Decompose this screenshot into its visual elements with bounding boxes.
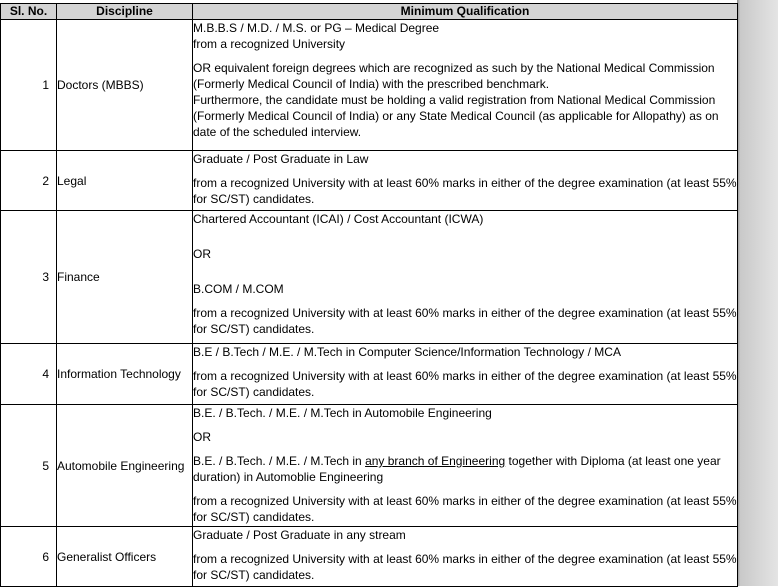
qualification-line: from a recognized University with at least 60% marks in either of the degree examination (at least 55% for SC/ST) candidates. <box>193 176 737 206</box>
qualification-line: from a recognized University <box>193 37 346 51</box>
table-row <box>1 20 738 151</box>
row-qualification <box>193 151 738 211</box>
row-number: 2 <box>1 151 57 211</box>
row-discipline: Information Technology <box>57 344 193 405</box>
qualification-line: from a recognized University with at least 60% marks in either of the degree examination (at least 55% for SC/ST) candidates. <box>193 306 737 336</box>
table-row <box>1 344 738 405</box>
qualification-line: B.E / B.Tech / M.E. / M.Tech in Computer Science/Information Technology / MCA <box>193 345 621 359</box>
row-qualification <box>193 344 738 405</box>
row-discipline: Generalist Officers <box>57 527 193 587</box>
row-number: 3 <box>1 211 57 344</box>
qualification-line: B.COM / M.COM <box>193 282 284 296</box>
qualification-line <box>193 453 737 485</box>
row-number: 6 <box>1 527 57 587</box>
row-qualification <box>193 20 738 151</box>
qualification-table <box>0 3 738 587</box>
header-sl-no: Sl. No. <box>1 4 57 20</box>
qualification-line: from a recognized University with at least 60% marks in either of the degree examination (at least 55% for SC/ST) candidates. <box>193 369 737 399</box>
table-row <box>1 527 738 587</box>
qualification-line: OR equivalent foreign degrees which are recognized as such by the National Medical Commission (Formerly Medical Council of India) with the prescribed benchmark. <box>193 61 715 91</box>
row-discipline: Finance <box>57 211 193 344</box>
table-row <box>1 151 738 211</box>
qualification-line: from a recognized University with at least 60% marks in either of the degree examination (at least 55% for SC/ST) candidates. <box>193 494 737 524</box>
viewer-side-shade <box>737 0 778 586</box>
header-discipline: Discipline <box>57 4 193 20</box>
table-header-row <box>1 4 738 20</box>
qualification-text: B.E. / B.Tech. / M.E. / M.Tech in <box>193 454 366 468</box>
qualification-text: together with Diploma (at least one year duration) in Automoblie Engineering <box>193 454 721 484</box>
qualification-line: OR <box>193 430 211 444</box>
row-discipline: Legal <box>57 151 193 211</box>
row-discipline: Automobile Engineering <box>57 405 193 527</box>
qualification-line: M.B.B.S / M.D. / M.S. or PG – Medical Degree <box>193 21 440 35</box>
qualification-line: Graduate / Post Graduate in Law <box>193 152 369 166</box>
qualification-line: from a recognized University with at least 60% marks in either of the degree examination (at least 55% for SC/ST) candidates. <box>193 552 737 582</box>
row-discipline: Doctors (MBBS) <box>57 20 193 151</box>
row-qualification <box>193 527 738 587</box>
table-row <box>1 211 738 344</box>
row-number: 5 <box>1 405 57 527</box>
row-number: 4 <box>1 344 57 405</box>
table-row <box>1 405 738 527</box>
header-minimum-qualification: Minimum Qualification <box>193 4 738 20</box>
qualification-line: Graduate / Post Graduate in any stream <box>193 528 406 542</box>
qualification-line: B.E. / B.Tech. / M.E. / M.Tech in Automobile Engineering <box>193 406 492 420</box>
row-qualification <box>193 405 738 527</box>
underlined-phrase: any branch of Engineering <box>365 454 506 468</box>
row-number: 1 <box>1 20 57 151</box>
qualification-line: Chartered Accountant (ICAI) / Cost Accountant (ICWA) <box>193 212 484 226</box>
qualification-line: Furthermore, the candidate must be holding a valid registration from National Medical Commission (Formerly Medical Council of India) or any State Medical Council (as applicable for Allopathy) as on date of the scheduled interview. <box>193 93 719 139</box>
row-qualification <box>193 211 738 344</box>
qualification-line: OR <box>193 247 211 261</box>
